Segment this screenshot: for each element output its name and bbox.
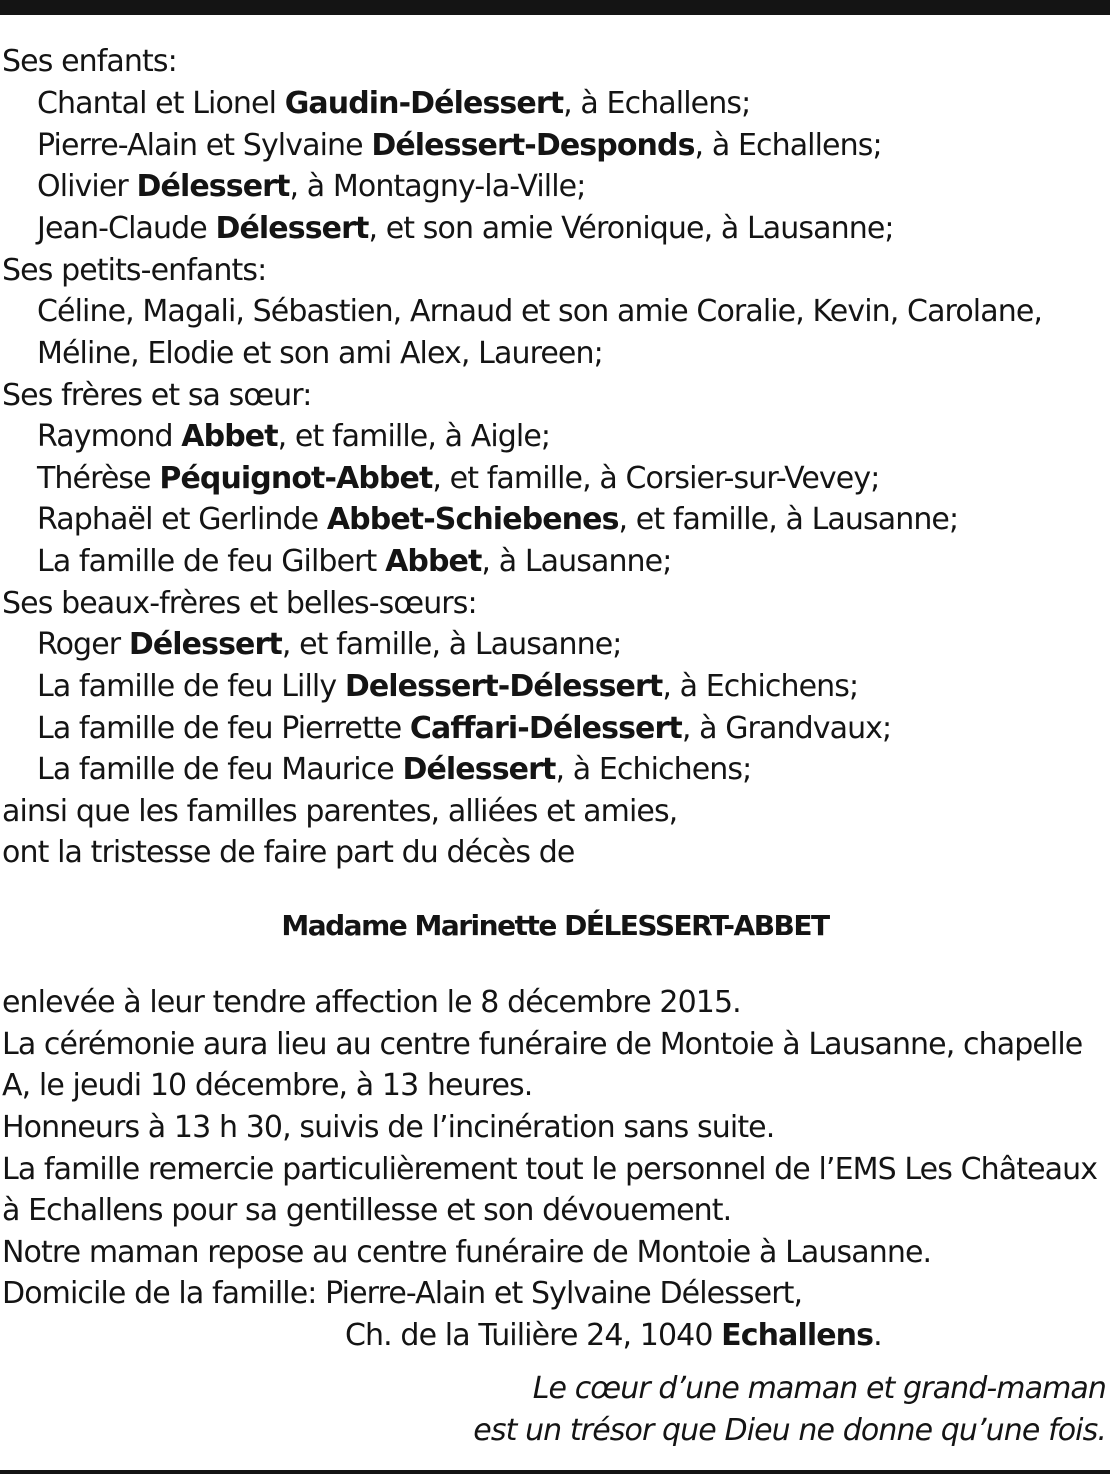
inlaw-line: Roger Délessert, et famille, à Lausanne;	[37, 627, 622, 662]
siblings-heading: Ses frères et sa sœur:	[2, 378, 312, 413]
details-line: Notre maman repose au centre funéraire de Montoie à Lausanne.	[2, 1235, 932, 1270]
details-line: Honneurs à 13 h 30, suivis de l’incinération sans suite.	[2, 1110, 775, 1145]
quote-line: Le cœur d’une maman et grand-maman	[532, 1371, 1106, 1406]
quote-line: est un trésor que Dieu ne donne qu’une fois.	[473, 1413, 1106, 1448]
child-line: Pierre-Alain et Sylvaine Délessert-Desponds, à Echallens;	[37, 128, 882, 163]
inlaw-line: La famille de feu Lilly Delessert-Délessert, à Echichens;	[37, 669, 859, 704]
details-line: La cérémonie aura lieu au centre funéraire de Montoie à Lausanne, chapelle	[2, 1027, 1083, 1062]
closing-line: ont la tristesse de faire part du décès de	[2, 835, 575, 870]
inlaw-line: La famille de feu Maurice Délessert, à Echichens;	[37, 752, 752, 787]
top-rule	[0, 0, 1110, 15]
details-line: enlevée à leur tendre affection le 8 décembre 2015.	[2, 985, 741, 1020]
details-line: A, le jeudi 10 décembre, à 13 heures.	[2, 1068, 533, 1103]
sibling-line: Raymond Abbet, et famille, à Aigle;	[37, 419, 551, 454]
closing-line: ainsi que les familles parentes, alliées et amies,	[2, 794, 678, 829]
sibling-line: Thérèse Péquignot-Abbet, et famille, à Corsier-sur-Vevey;	[37, 461, 880, 496]
child-line: Jean-Claude Délessert, et son amie Véronique, à Lausanne;	[37, 211, 894, 246]
children-heading: Ses enfants:	[2, 44, 177, 79]
inlaw-line: La famille de feu Pierrette Caffari-Délessert, à Grandvaux;	[37, 711, 892, 746]
deceased-name: Madame Marinette DÉLESSERT-ABBET	[281, 909, 829, 942]
details-line: La famille remercie particulièrement tout le personnel de l’EMS Les Châteaux	[2, 1152, 1098, 1187]
details-line: Domicile de la famille: Pierre-Alain et Sylvaine Délessert,	[2, 1276, 803, 1311]
details-line: à Echallens pour sa gentillesse et son dévouement.	[2, 1193, 732, 1228]
grandchildren-heading: Ses petits-enfants:	[2, 253, 267, 288]
sibling-line: Raphaël et Gerlinde Abbet-Schiebenes, et famille, à Lausanne;	[37, 502, 959, 537]
sibling-line: La famille de feu Gilbert Abbet, à Lausanne;	[37, 544, 672, 579]
child-line: Olivier Délessert, à Montagny-la-Ville;	[37, 169, 586, 204]
family-address: Ch. de la Tuilière 24, 1040 Echallens.	[345, 1318, 882, 1353]
inlaws-heading: Ses beaux-frères et belles-sœurs:	[2, 586, 477, 621]
child-line: Chantal et Lionel Gaudin-Délessert, à Echallens;	[37, 86, 751, 121]
bottom-rule	[0, 1470, 1110, 1474]
grandchildren-line: Méline, Elodie et son ami Alex, Laureen;	[37, 336, 603, 371]
grandchildren-line: Céline, Magali, Sébastien, Arnaud et son amie Coralie, Kevin, Carolane,	[37, 294, 1043, 329]
